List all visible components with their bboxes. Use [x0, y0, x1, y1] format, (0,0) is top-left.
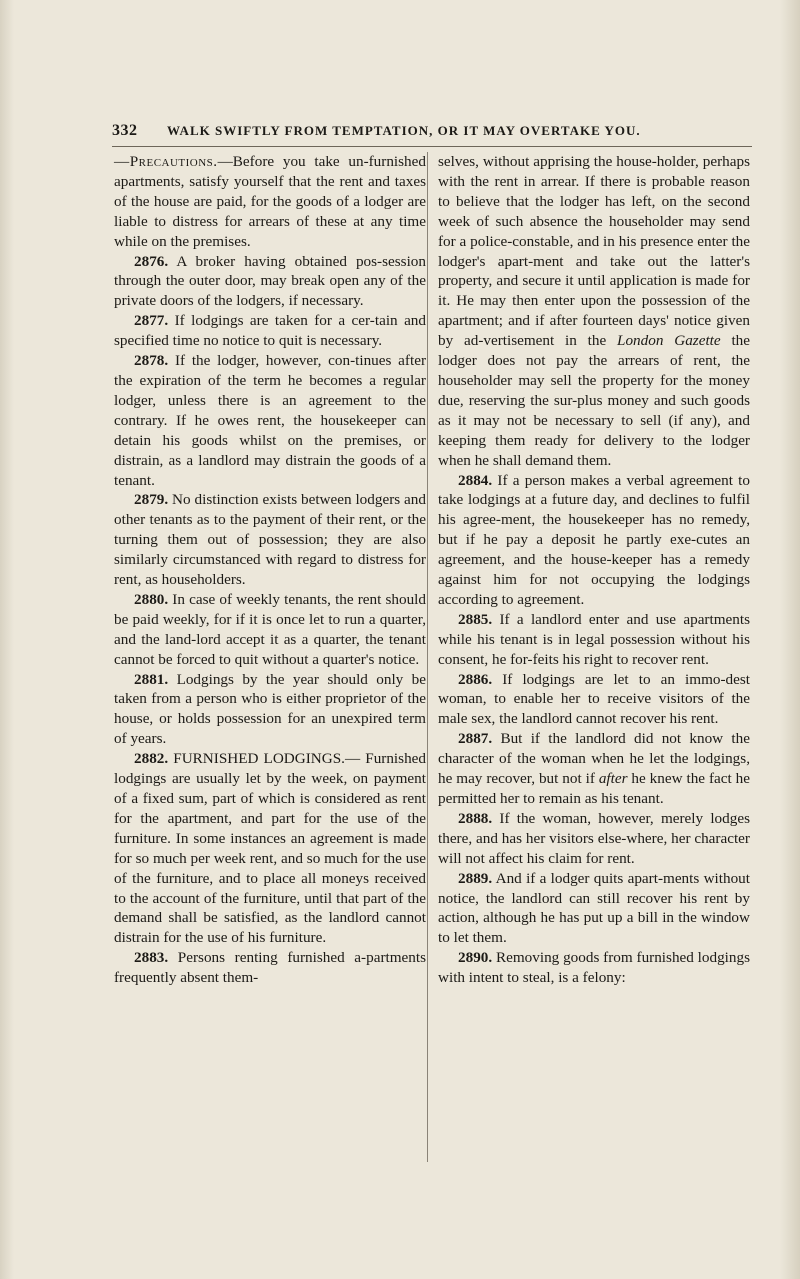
paragraph-text: No distinction exists between lodgers and other tenants as to the payment of their rent, or the turning them out of possession; they are also similarly circumstanced with regard to distress for rent, as householders. [114, 491, 426, 589]
right-column [438, 152, 750, 988]
paragraph-number: 2876. [134, 252, 169, 270]
paragraph-2879 [114, 490, 426, 590]
paragraph-2876 [114, 252, 426, 312]
paragraph-text: If the lodger, however, con-tinues after the expiration of the term he becomes a regular lodger, unless there is an agreement to the contrary. If he owes rent, the housekeeper can detain his goods whilst on the premises, or distrain, as a landlord may distrain the goods of a tenant. [114, 352, 426, 489]
paragraph-2877 [114, 311, 426, 351]
paragraph-number: 2889. [458, 869, 493, 887]
paragraph-2888 [438, 809, 750, 869]
paragraph-2882 [114, 749, 426, 948]
paragraph-number: 2885. [458, 610, 493, 628]
paragraph-text: If a person makes a verbal agreement to take lodgings at a future day, and declines to fulfil his agree-ment, the housekeeper has no remedy, but if he pay a deposit he partly exe-cutes an agreement, and the house-keeper has a remedy against him for not occupying the lodgings according to agreement. [438, 471, 750, 608]
paragraph-number: 2888. [458, 809, 493, 827]
paragraph-2886 [438, 670, 750, 730]
paragraph-number: 2884. [458, 471, 493, 489]
paragraph-precautions [114, 152, 426, 252]
paragraph-number: 2886. [458, 670, 493, 688]
page-header [112, 118, 752, 146]
paragraph-2887 [438, 729, 750, 809]
paragraph-text: Removing goods from furnished lodgings with intent to steal, is a felony: [438, 949, 750, 987]
paragraph-number: 2883. [134, 949, 169, 967]
paragraph-2881 [114, 670, 426, 750]
paragraph-number: 2880. [134, 590, 169, 608]
paragraph-2880 [114, 590, 426, 670]
paragraph-number: 2890. [458, 949, 493, 967]
paragraph-2883 [114, 948, 426, 988]
paragraph-text-after: the lodger does not pay the arrears of rent, the householder may sell the property for the money due, reserving the sur-plus money and such goods as it may not be necessary to sell (if any), and keeping them ready for delivery to the lodger when he shall demand them. [438, 332, 750, 469]
paragraph-text-after: he knew the fact he permitted her to remain as his tenant. [438, 770, 750, 807]
paragraph-number: 2887. [458, 730, 493, 748]
paragraph-text: selves, without apprising the house-holder, perhaps with the rent in arrear. If there is probable reason to believe that the lodger has left, on the second week of such absence the householder may send for a police-constable, and in his presence enter the lodger's apart-ment and take out the latter's property, and secure it until application is made for it. He may then enter upon the possession of the apartment; and if after fourteen days' notice given by ad-vertisement in the [438, 153, 750, 350]
paragraph-text: If a landlord enter and use apartments while his tenant is in legal possession without his consent, he for-feits his right to recover rent. [438, 610, 750, 668]
paragraph-lead: —Precautions. [114, 153, 218, 170]
column-divider [427, 152, 428, 1162]
paragraph-text: Lodgings by the year should only be taken from a person who is either proprietor of the house, or holds possession for an unexpired term of years. [114, 670, 426, 748]
running-title: WALK SWIFTLY FROM TEMPTATION, OR IT MAY OVERTAKE YOU. [167, 123, 641, 138]
paragraph-number: 2882. [134, 750, 169, 768]
paragraph-text: If the woman, however, merely lodges there, and has her visitors else-where, her character will not affect his claim for rent. [438, 809, 750, 867]
paragraph-2878 [114, 351, 426, 490]
paragraph-italic: London Gazette [617, 332, 721, 350]
paragraph-2890 [438, 948, 750, 988]
paragraph-text: But if the landlord did not know the character of the woman when he let the lodgings, he may recover, but not if [438, 730, 750, 788]
left-column [114, 152, 426, 988]
paragraph-number: 2881. [134, 670, 169, 688]
paragraph-number: 2877. [134, 312, 169, 330]
paragraph-continuation [438, 152, 750, 471]
paragraph-text: If lodgings are taken for a cer-tain and specified time no notice to quit is necessary. [114, 312, 426, 350]
paragraph-2884 [438, 471, 750, 610]
paragraph-number: 2879. [134, 491, 169, 509]
page-number: 332 [112, 122, 138, 139]
paragraph-text: A broker having obtained pos-session through the outer door, may break open any of the private doors of the lodgers, if necessary. [114, 252, 426, 310]
paragraph-2889 [438, 869, 750, 949]
paragraph-text: FURNISHED LODGINGS.— Furnished lodgings are usually let by the week, on payment of a fixed sum, part of which is considered as rent for the apartment, and part for the use of the furniture. In some instances an agreement is made for so much per week rent, and so much for the use of the furniture, and to place all moneys received to the account of the furniture, until that part of the demand shall be satisfied, as the landlord cannot distrain for the use of his furniture. [114, 750, 426, 947]
paragraph-text: If lodgings are let to an immo-dest woman, to enable her to receive visitors of the male sex, the landlord cannot recover his rent. [438, 670, 750, 728]
paragraph-italic: after [598, 770, 628, 788]
paragraph-number: 2878. [134, 352, 169, 370]
paragraph-text: Persons renting furnished a-partments frequently absent them- [114, 949, 426, 987]
paragraph-text: And if a lodger quits apart-ments without notice, the landlord can still recover his rent by action, although he has put up a bill in the window to let them. [438, 869, 750, 947]
paragraph-2885 [438, 610, 750, 670]
header-rule [112, 146, 752, 147]
paragraph-text: —Before you take un-furnished apartments, satisfy yourself that the rent and taxes of the house are paid, for the goods of a lodger are liable to distress for arrears of these at any time while on the premises. [114, 153, 426, 250]
paragraph-text: In case of weekly tenants, the rent should be paid weekly, for if it is once let to run a quarter, and the land-lord accept it as a quarter, the tenant cannot be forced to quit without a quarter's notice. [114, 590, 426, 668]
